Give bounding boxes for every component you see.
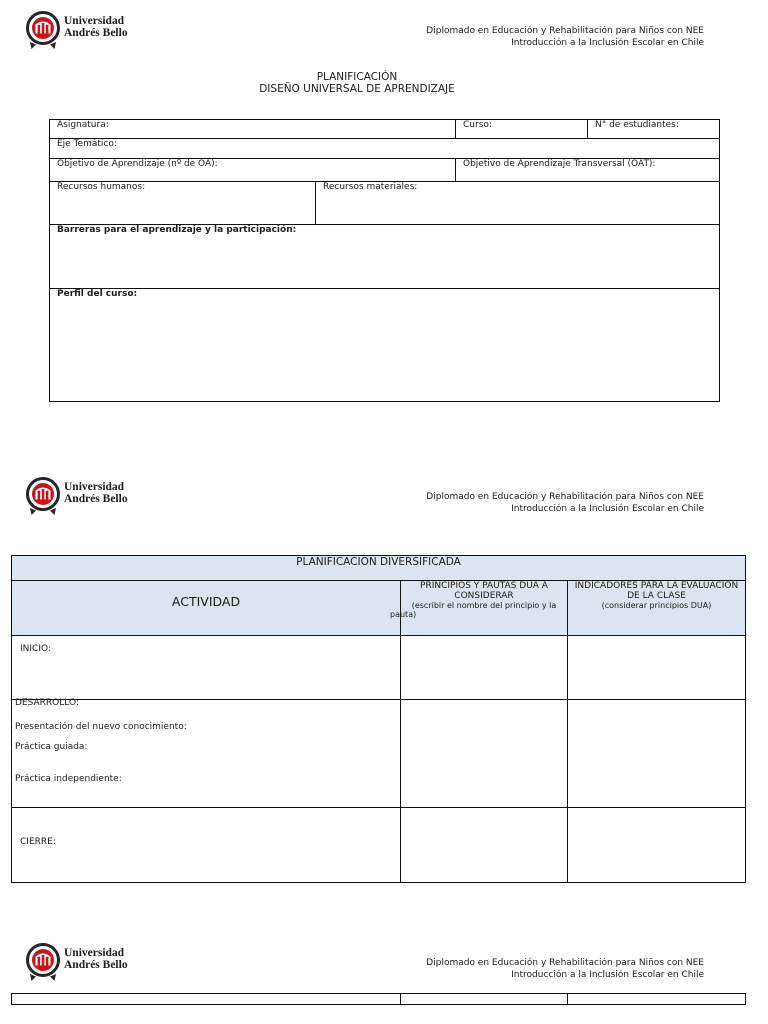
continued-table-cell (11, 993, 401, 1005)
curso-label: Curso: (463, 120, 492, 130)
running-header-line2: Introducción a la Inclusión Escolar en Chile (511, 38, 704, 48)
desarrollo-indicadores-cell (567, 699, 746, 808)
cierre-principios-cell (400, 807, 568, 883)
principios-heading-line1: PRINCIPIOS Y PAUTAS DUA A (420, 581, 548, 591)
running-header-line2: Introducción a la Inclusión Escolar en Chile (511, 504, 704, 514)
wordmark-line1: Universidad (64, 15, 125, 27)
wordmark-line1: Universidad (64, 947, 125, 959)
barreras-field (49, 224, 720, 289)
indicadores-heading-line2: DE LA CLASE (627, 591, 686, 601)
objetivo-oat-field (455, 158, 720, 182)
title-line1: PLANIFICACIÓN (316, 71, 398, 83)
inicio-label: INICIO: (20, 644, 51, 654)
running-header-line1: Diplomado en Educación y Rehabilitación para Niños con NEE (426, 958, 704, 968)
running-header-line1: Diplomado en Educación y Rehabilitación para Niños con NEE (426, 492, 704, 502)
running-header (426, 491, 704, 515)
university-seal-icon (25, 941, 61, 983)
desarrollo-item-practica-independiente: Práctica independiente: (15, 774, 122, 784)
cierre-label: CIERRE: (20, 837, 56, 847)
eje-tematico-label: Eje Temático: (57, 139, 117, 149)
continued-table-cell (400, 993, 568, 1005)
objetivo-oat-label: Objetivo de Aprendizaje Transversal (OAT): (463, 159, 656, 169)
objetivo-oa-field (49, 158, 456, 182)
wordmark-line1: Universidad (64, 481, 125, 493)
university-seal-icon (25, 9, 61, 51)
barreras-label: Barreras para el aprendizaje y la participación: (57, 225, 297, 235)
running-header-line2: Introducción a la Inclusión Escolar en Chile (511, 970, 704, 980)
desarrollo-label: DESARROLLO: (15, 698, 79, 708)
inicio-principios-cell (400, 635, 568, 700)
page-header (0, 0, 768, 52)
table-title-row (11, 555, 746, 581)
indicadores-heading-line1: INDICADORES PARA LA EVALUACION (574, 581, 739, 591)
inicio-actividad-cell (11, 635, 401, 700)
university-wordmark (64, 947, 128, 971)
asignatura-label: Asignatura: (57, 120, 109, 130)
indicadores-note: (considerar principios DUA) (601, 601, 712, 610)
desarrollo-item-practica-guiada: Práctica guiada: (15, 742, 88, 752)
asignatura-field (49, 119, 456, 139)
inicio-indicadores-cell (567, 635, 746, 700)
eje-tematico-field (49, 138, 720, 159)
wordmark-line2: Andrés Bello (64, 27, 128, 39)
university-wordmark (64, 15, 128, 39)
title-line2: DISEÑO UNIVERSAL DE APRENDIZAJE (259, 83, 455, 95)
wordmark-line2: Andrés Bello (64, 959, 128, 971)
table-title: PLANIFICACION DIVERSIFICADA (296, 556, 461, 568)
university-wordmark (64, 481, 128, 505)
principios-note-line2: pauta) (390, 610, 417, 619)
desarrollo-principios-cell (400, 699, 568, 808)
document-title (157, 71, 557, 95)
wordmark-line2: Andrés Bello (64, 493, 128, 505)
recursos-materiales-field (315, 181, 720, 225)
curso-field (455, 119, 588, 139)
perfil-curso-label: Perfil del curso: (57, 289, 138, 299)
running-header-line1: Diplomado en Educación y Rehabilitación para Niños con NEE (426, 26, 704, 36)
principios-note-line1: (escribir el nombre del principio y la (411, 601, 557, 610)
actividad-heading: ACTIVIDAD (171, 594, 241, 609)
page-header (0, 932, 768, 984)
n-estudiantes-field (587, 119, 720, 139)
objetivo-oa-label: Objetivo de Aprendizaje (nº de OA): (57, 159, 218, 169)
running-header (426, 957, 704, 981)
perfil-curso-field (49, 288, 720, 402)
n-estudiantes-label: N° de estudiantes: (595, 120, 679, 130)
running-header (426, 25, 704, 49)
desarrollo-actividad-cell (11, 699, 401, 808)
column-header-indicadores (567, 580, 746, 636)
continued-table-cell (567, 993, 746, 1005)
column-header-actividad (11, 580, 401, 636)
page-header (0, 466, 768, 518)
desarrollo-item-presentacion: Presentación del nuevo conocimiento: (15, 722, 187, 732)
recursos-humanos-label: Recursos humanos: (57, 182, 146, 192)
recursos-materiales-label: Recursos materiales: (323, 182, 418, 192)
column-header-principios (390, 580, 568, 636)
university-seal-icon (25, 475, 61, 517)
recursos-humanos-field (49, 181, 316, 225)
cierre-indicadores-cell (567, 807, 746, 883)
principios-heading-line2: CONSIDERAR (454, 591, 514, 601)
cierre-actividad-cell (11, 807, 401, 883)
